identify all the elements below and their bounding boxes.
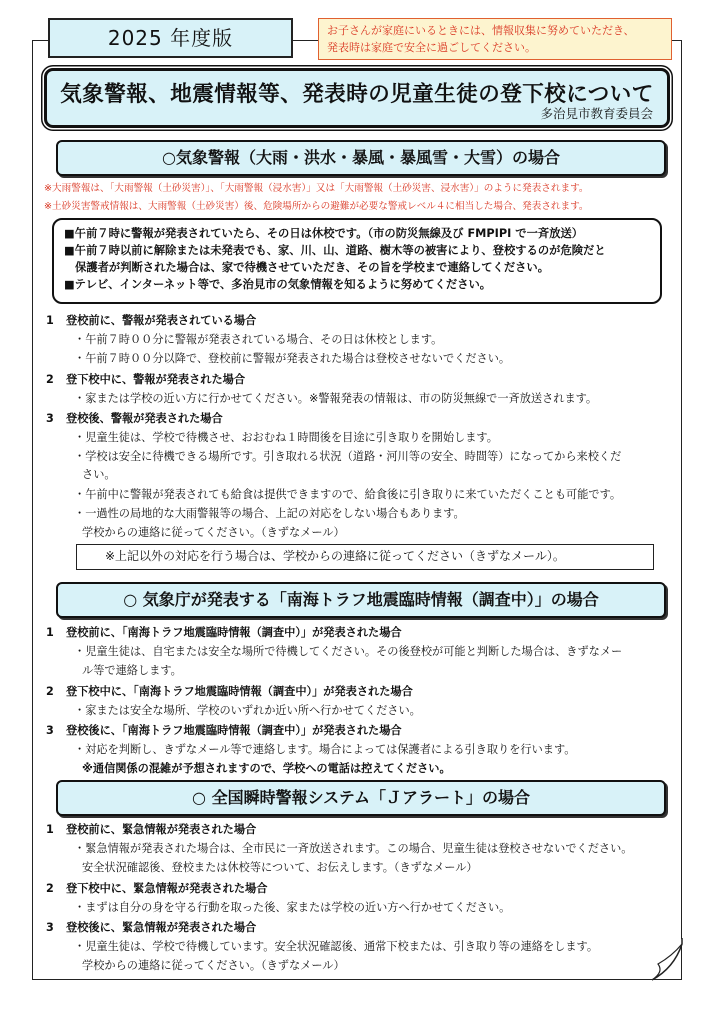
item-line: ・一過性の局地的な大雨警報等の場合、上記の対応をしない場合もあります。 (74, 507, 465, 520)
item-number: 3 (46, 412, 54, 425)
warning-rules-box: ■午前７時に警報が発表されていたら、その日は休校です。（市の防災無線及び FMPIPI で一斉放送） ■午前７時以前に解除または未発表でも、家、川、山、道路、樹木等の被害により、登校するのが危険だと 保護者が判断された場合は、家で待機させていただき、その旨を学校まで連絡してください。 ■テレビ、インターネット等で、多治見市の気象情報を知るように努めてください。 (52, 218, 662, 304)
organization-name: 多治見市教育委員会 (540, 106, 653, 121)
item-number: 3 (46, 724, 54, 737)
item-line: 学校からの連絡に従ってください。（きずなメール） (82, 526, 345, 539)
item-heading: 登校後に、「南海トラフ地震臨時情報（調査中）」が発表された場合 (66, 724, 402, 737)
item-line: さい。 (82, 468, 116, 481)
item-line: ・学校は安全に待機できる場所です。引き取れる状況（道路・河川等の安全、時間等）になってから来校くだ (74, 450, 622, 463)
item-line: ・午前中に警報が発表されても給食は提供できますので、給食後に引き取りに来ていただくことも可能です。 (74, 488, 622, 501)
parent-notice: お子さんが家庭にいるときには、情報収集に努めていただき、 発表時は家庭で安全に過ごしてください。 (318, 18, 672, 60)
boxed-note: ※上記以外の対応を行う場合は、学校からの連絡に従ってください（きずなメール）。 (76, 544, 654, 570)
item-line: ・児童生徒は、学校で待機しています。安全状況確認後、通常下校または、引き取り等の連絡をします。 (74, 940, 599, 953)
item-number: 1 (46, 314, 54, 327)
item-line: 学校からの連絡に従ってください。（きずなメール） (82, 959, 345, 972)
item-line: ル等で連絡します。 (82, 664, 182, 677)
item-heading: 登下校中に、「南海トラフ地震臨時情報（調査中）」が発表された場合 (66, 685, 413, 698)
item-heading: 登校後、警報が発表された場合 (66, 412, 223, 425)
item-line: ・児童生徒は、自宅または安全な場所で待機してください。その後登校が可能と判断した場合は、きずなメー (74, 645, 623, 658)
item-line: ・まずは自分の身を守る行動を取った後、家または学校の近い方へ行かせてください。 (74, 901, 511, 914)
year-edition-label: 2025 年度版 (48, 18, 293, 58)
item-number: 2 (46, 373, 54, 386)
section-heading-weather-warning: ○気象警報（大雨・洪水・暴風・暴風雪・大雪）の場合 (56, 140, 666, 176)
item-line: ・対応を判断し、きずなメール等で連絡します。場合によっては保護者による引き取りを行います。 (74, 743, 576, 756)
item-number: 3 (46, 921, 54, 934)
item-heading: 登下校中に、緊急情報が発表された場合 (66, 882, 268, 895)
item-line: ・家または安全な場所、学校のいずれか近い所へ行かせてください。 (74, 704, 421, 717)
item-line: ・午前７時００分に警報が発表されている場合、その日は休校とします。 (74, 333, 443, 346)
red-note-heavy-rain: ※大雨警報は、「大雨警報（土砂災害）」、「大雨警報（浸水害）」又は「大雨警報（土砂災害、浸水害）」のように発表されます。 (44, 183, 589, 194)
section-heading-j-alert: ○ 全国瞬時警報システム「Ｊアラート」の場合 (56, 780, 666, 816)
item-heading: 登下校中に、警報が発表された場合 (66, 373, 246, 386)
item-number: 1 (46, 823, 54, 836)
item-line: ・家または学校の近い方に行かせてください。※警報発表の情報は、市の防災無線で一斉放送されます。 (74, 392, 598, 405)
section-heading-nankai-trough: ○ 気象庁が発表する「南海トラフ地震臨時情報（調査中）」の場合 (56, 582, 666, 618)
item-heading: 登校前に、緊急情報が発表された場合 (66, 823, 257, 836)
document-title: 気象警報、地震情報等、発表時の児童生徒の登下校について (60, 82, 654, 107)
item-line: 安全状況確認後、登校または休校等について、お伝えします。（きずなメール） (82, 861, 478, 874)
red-note-landslide: ※土砂災害警戒情報は、大雨警報（土砂災害）後、危険場所からの避難が必要な警戒レベル４に相当した場合、発表されます。 (44, 201, 589, 212)
document-title-box (44, 68, 670, 128)
item-heading: 登校後に、緊急情報が発表された場合 (66, 921, 257, 934)
item-line: ・緊急情報が発表された場合は、全市民に一斉放送されます。この場合、児童生徒は登校させないでください。 (74, 842, 633, 855)
item-line: ・午前７時００分以降で、登校前に警報が発表された場合は登校させないでください。 (74, 352, 511, 365)
item-number: 1 (46, 626, 54, 639)
item-line: ・児童生徒は、学校で待機させ、おおむね１時間後を目途に引き取りを開始します。 (74, 431, 498, 444)
item-line: ※通信関係の混雑が予想されますので、学校への電話は控えてください。 (82, 762, 451, 775)
item-heading: 登校前に、「南海トラフ地震臨時情報（調査中）」が発表された場合 (66, 626, 402, 639)
page-curl-icon (652, 938, 684, 982)
item-number: 2 (46, 685, 54, 698)
item-heading: 登校前に、警報が発表されている場合 (66, 314, 257, 327)
item-number: 2 (46, 882, 54, 895)
